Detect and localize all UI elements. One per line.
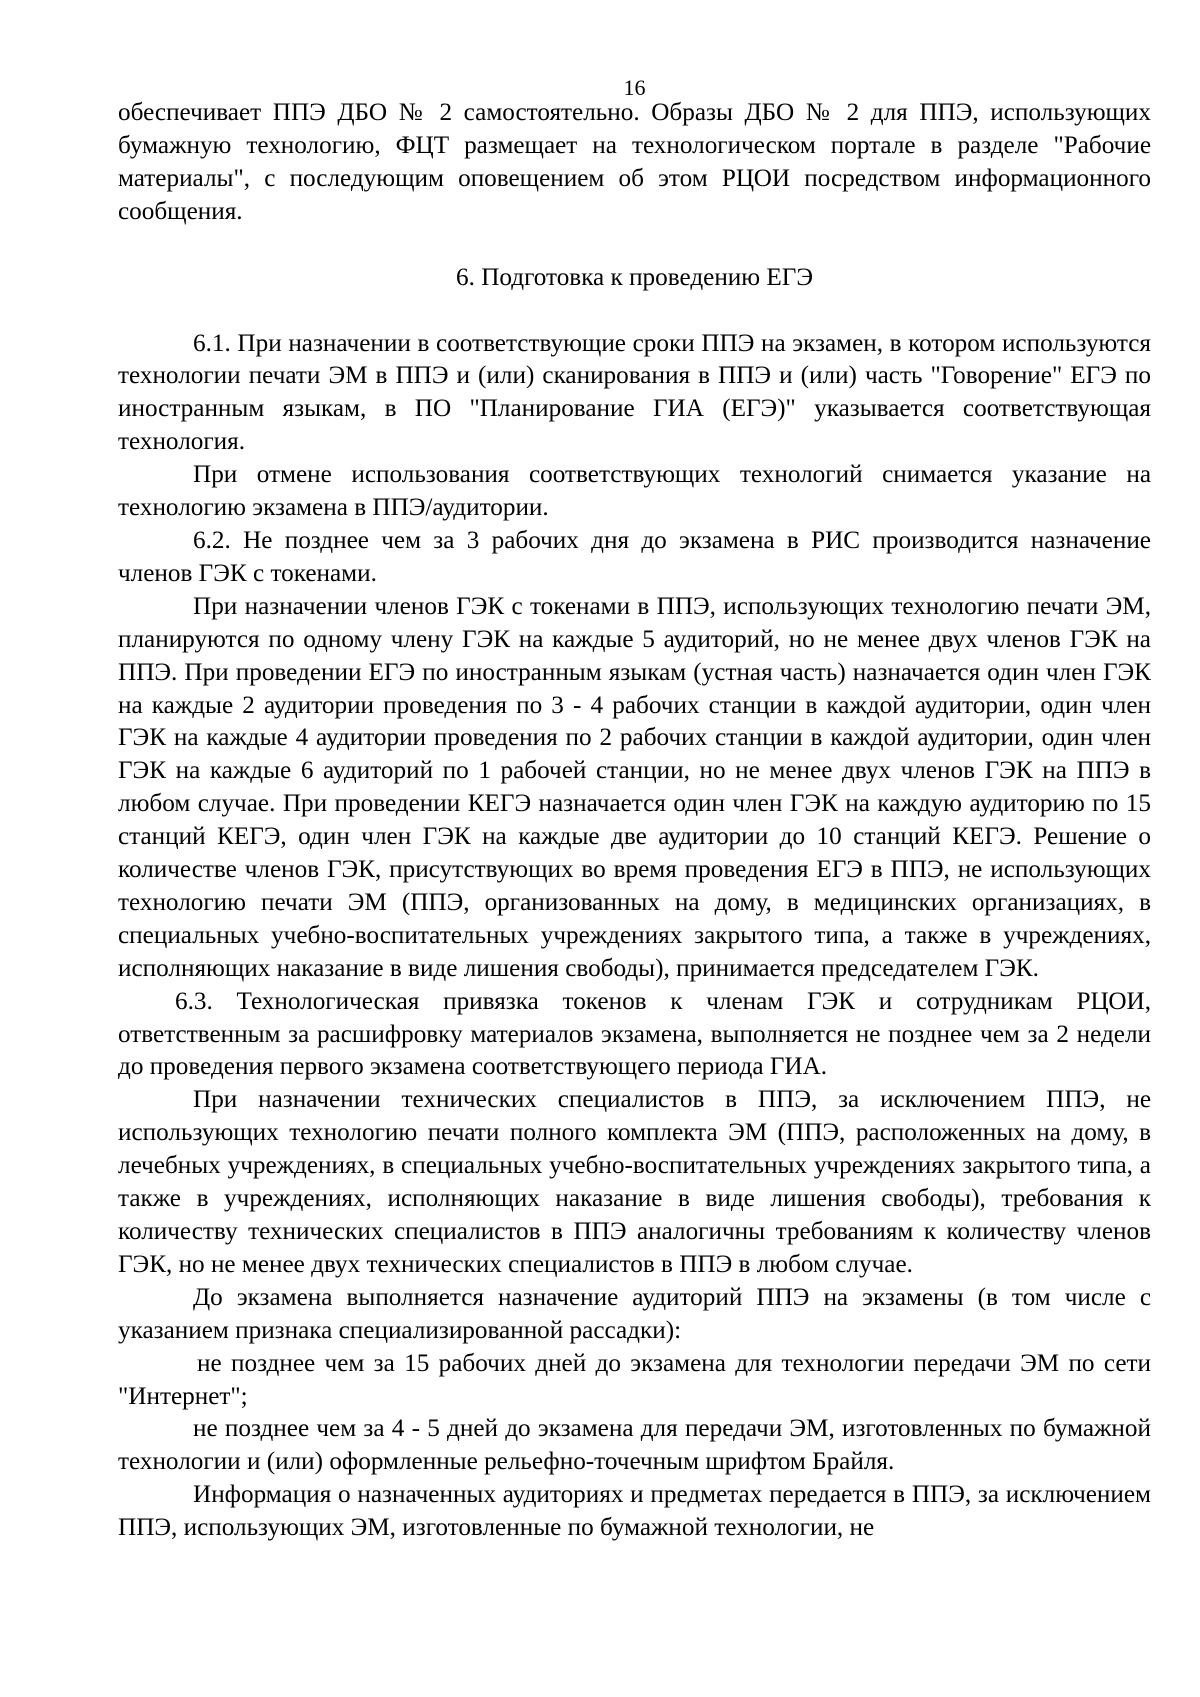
paragraph-6-2: 6.2. Не позднее чем за 3 рабочих дня до экзамена в РИС производится назначение членов ГЭК с токенами. bbox=[118, 526, 1151, 587]
paragraph-continuation: обеспечивает ППЭ ДБО № 2 самостоятельно. Образы ДБО № 2 для ППЭ, использующих бумажную технологию, ФЦТ размещает на технологическом портале в разделе "Рабочие материалы", с последующим оповещением об этом РЦОИ посредством информационного сообщения. bbox=[118, 99, 1151, 225]
paragraph: При назначении членов ГЭК с токенами в ППЭ, использующих технологию печати ЭМ, планируются по одному члену ГЭК на каждые 5 аудиторий, но не менее двух членов ГЭК на ППЭ. При проведении ЕГЭ по иностранным языкам (устная часть) назначается один член ГЭК на каждые 2 аудитории проведения по 3 - 4 рабочих станции в каждой аудитории, один член ГЭК на каждые 4 аудитории проведения по 2 рабочих станции в каждой аудитории, один член ГЭК на каждые 6 аудиторий по 1 рабочей станции, но не менее двух членов ГЭК на ППЭ в любом случае. При проведении КЕГЭ назначается один член ГЭК на каждую аудиторию по 15 станций КЕГЭ, один член ГЭК на каждые две аудитории до 10 станций КЕГЭ. Решение о количестве членов ГЭК, присутствующих во время проведения ЕГЭ в ППЭ, не использующих технологию печати ЭМ (ППЭ, организованных на дому, в медицинских организациях, в специальных учебно-воспитательных учреждениях закрытого типа, а также в учреждениях, исполняющих наказание в виде лишения свободы), принимается председателем ГЭК. bbox=[118, 592, 1151, 982]
paragraph: При назначении технических специалистов в ППЭ, за исключением ППЭ, не использующих технологию печати полного комплекта ЭМ (ППЭ, расположенных на дому, в лечебных учреждениях, в специальных учебно-воспитательных учреждениях закрытого типа, а также в учреждениях, исполняющих наказание в виде лишения свободы), требования к количеству технических специалистов в ППЭ аналогичны требованиям к количеству членов ГЭК, но не менее двух технических специалистов в ППЭ в любом случае. bbox=[118, 1086, 1151, 1278]
document-body bbox=[118, 97, 1151, 1545]
paragraph: Информация о назначенных аудиториях и предметах передается в ППЭ, за исключением ППЭ, использующих ЭМ, изготовленные по бумажной технологии, не bbox=[118, 1481, 1151, 1542]
paragraph: При отмене использования соответствующих технологий снимается указание на технологию экзамена в ППЭ/аудитории. bbox=[118, 461, 1151, 522]
page-number: 16 bbox=[623, 75, 646, 100]
paragraph-6-3: 6.3. Технологическая привязка токенов к членам ГЭК и сотрудникам РЦОИ, ответственным за расшифровку материалов экзамена, выполняется не позднее чем за 2 недели до проведения первого экзамена соответствующего периода ГИА. bbox=[118, 987, 1151, 1081]
paragraph-6-1: 6.1. При назначении в соответствующие сроки ППЭ на экзамен, в котором используются технологии печати ЭМ в ППЭ и (или) сканирования в ППЭ и (или) часть "Говорение" ЕГЭ по иностранным языкам, в ПО "Планирование ГИА (ЕГЭ)" указывается соответствующая технология. bbox=[118, 329, 1151, 456]
list-item: не позднее чем за 4 - 5 дней до экзамена для передачи ЭМ, изготовленных по бумажной технологии и (или) оформленные рельефно-точечным шрифтом Брайля. bbox=[118, 1415, 1151, 1476]
section-heading: 6. Подготовка к проведению ЕГЭ bbox=[456, 263, 813, 291]
list-item: не позднее чем за 15 рабочих дней до экзамена для технологии передачи ЭМ по сети "Интернет"; bbox=[118, 1349, 1151, 1410]
paragraph: До экзамена выполняется назначение аудиторий ППЭ на экзамены (в том числе с указанием признака специализированной рассадки): bbox=[118, 1283, 1151, 1344]
